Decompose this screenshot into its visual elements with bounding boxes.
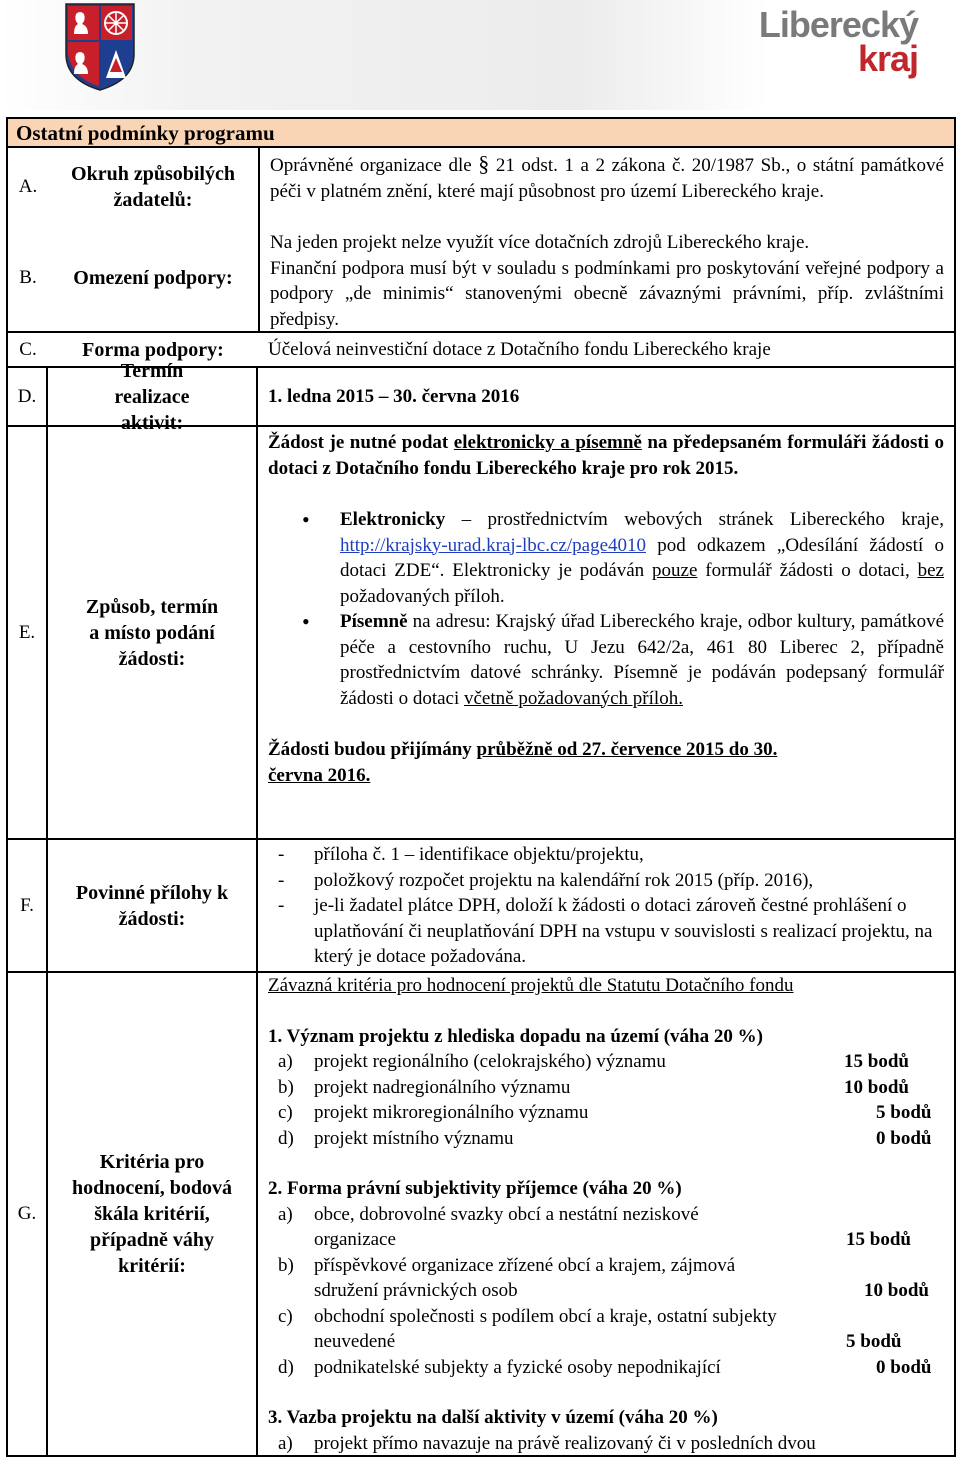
row-d-text: 1. ledna 2015 – 30. června 2016: [268, 385, 520, 407]
criterion-2: [268, 1176, 944, 1380]
row-e: [6, 427, 956, 840]
criterion-item: a) projekt přímo navazuje na právě realizovaný či v posledních dvou: [278, 1432, 816, 1454]
conditions-table: [6, 117, 956, 1457]
criterion-item: a) projekt regionálního (celokrajského) významu 15 bodů: [278, 1051, 909, 1072]
row-a-label: Okruh způsobilých žadatelů:: [71, 162, 235, 211]
row-g-text: [258, 973, 954, 1455]
criterion-item: d) projekt místního významu 0 bodů: [278, 1127, 932, 1149]
row-g-label: Kritéria pro hodnocení, bodová škála kritérií, případně váhy kritérií:: [48, 973, 258, 1455]
row-a-letter: A.: [18, 175, 38, 197]
row-c-label: Forma podpory:: [82, 338, 224, 361]
criterion-item: c) obchodní společnosti s podílem obcí a kraje, ostatní subjekty neuvedené 5 bodů: [278, 1305, 902, 1352]
row-f-label: Povinné přílohy k žádosti:: [48, 840, 258, 971]
row-c-text: Účelová neinvestiční dotace z Dotačního fondu Libereckého kraje: [268, 339, 771, 360]
row-e-text: [258, 427, 954, 838]
row-b-letter: B.: [19, 267, 37, 288]
criterion-item: b) projekt nadregionálního významu 10 bodů: [278, 1076, 909, 1098]
logo-line-1: Liberecký: [758, 4, 918, 45]
liberecky-kraj-logo: [758, 4, 918, 80]
row-f: [6, 840, 956, 973]
row-f-text: [258, 840, 954, 971]
criterion-3-title: 3. Vazba projektu na další aktivity v území (váha 20 %): [268, 1407, 718, 1428]
logo-line-2: kraj: [857, 38, 918, 80]
attachment-item: - položkový rozpočet projektu na kalendářní rok 2015 (příp. 2016),: [268, 868, 944, 894]
attachment-item: - příloha č. 1 – identifikace objektu/projektu,: [268, 842, 944, 868]
section-title: Ostatní podmínky programu: [6, 117, 956, 148]
regional-coat-of-arms-icon: [62, 2, 138, 92]
row-b: [6, 225, 956, 333]
row-b-text-1: Na jeden projekt nelze využít více dotačních zdrojů Libereckého kraje.: [270, 232, 810, 253]
criterion-item: d) podnikatelské subjekty a fyzické osoby nepodnikající 0 bodů: [278, 1356, 932, 1378]
criterion-3: [268, 1405, 944, 1456]
row-a-text: Oprávněné organizace dle § 21 odst. 1 a 2 zákona č. 20/1987 Sb., o státní památkové péči v platném znění, které mají působnost pro území Libereckého kraje.: [258, 148, 954, 225]
required-attachments-list: [268, 842, 944, 970]
criterion-item: b) příspěvkové organizace zřízené obcí a krajem, zájmová sdružení právnických osob 10 bodů: [278, 1254, 929, 1301]
criterion-item: a) obce, dobrovolné svazky obcí a nestátní neziskové organizace 15 bodů: [278, 1203, 911, 1250]
row-e-intro: Žádost je nutné podat elektronicky a písemně na předepsaném formuláři žádosti o dotaci z Dotačního fondu Libereckého kraje pro rok 2015.: [268, 432, 944, 479]
method-paper: • Písemně na adresu: Krajský úřad Libereckého kraje, odbor kultury, památkové péče a cestovního ruchu, U Jezu 642/2a, 461 80 Liberec 2, případně prostřednictvím datové schránky. Písemně je podáván podepsaný formulář žádosti o dotaci včetně požadovaných příloh.: [268, 609, 944, 711]
row-b-text-2: Finanční podpora musí být v souladu s podmínkami pro poskytování veřejné podpory a podpory „de minimis“ stanovenými obecně závaznými právními, příp. zvláštními předpisy.: [270, 257, 944, 330]
submission-methods-list: [268, 507, 944, 711]
row-e-letter: E.: [8, 427, 48, 838]
row-b-label: Omezení podpory:: [73, 267, 233, 289]
row-e-label: Způsob, termín a místo podání žádosti:: [48, 427, 258, 838]
row-g: [6, 973, 956, 1457]
criteria-heading: Závazná kritéria pro hodnocení projektů dle Statutu Dotačního fondu: [268, 975, 794, 996]
submission-deadline: Žádosti budou přijímány průběžně od 27. července 2015 do 30. června 2016.: [268, 739, 778, 786]
row-g-letter: G.: [8, 973, 48, 1455]
row-c-letter: C.: [19, 338, 37, 360]
method-electronic: • Elektronicky – prostřednictvím webových stránek Libereckého kraje, http://krajsky-urad.kraj-lbc.cz/page4010 pod odkazem „Odesílání žádostí o dotaci ZDE“. Elektronicky je podáván pouze formulář žádosti o dotaci, bez požadovaných příloh.: [268, 507, 944, 609]
attachment-item: - je-li žadatel plátce DPH, doloží k žádosti o dotaci zároveň čestné prohlášení o uplatňování či neuplatňování DPH na vstupu v souvislosti s realizací projektu, na který je dotace požadována.: [268, 893, 944, 970]
criterion-1-title: 1. Význam projektu z hlediska dopadu na území (váha 20 %): [268, 1025, 763, 1047]
row-a: [6, 148, 956, 225]
criterion-1: [268, 1024, 944, 1152]
row-f-letter: F.: [8, 840, 48, 971]
krajsky-urad-link[interactable]: http://krajsky-urad.kraj-lbc.cz/page4010: [340, 534, 647, 556]
row-d-letter: D.: [8, 368, 48, 425]
row-d: [6, 359, 956, 434]
criterion-item: c) projekt mikroregionálního významu 5 bodů: [278, 1102, 932, 1123]
row-d-label: Termín realizace aktivit:: [48, 368, 258, 425]
criterion-2-title: 2. Forma právní subjektivity příjemce (váha 20 %): [268, 1178, 682, 1199]
row-b-text: [258, 225, 954, 331]
